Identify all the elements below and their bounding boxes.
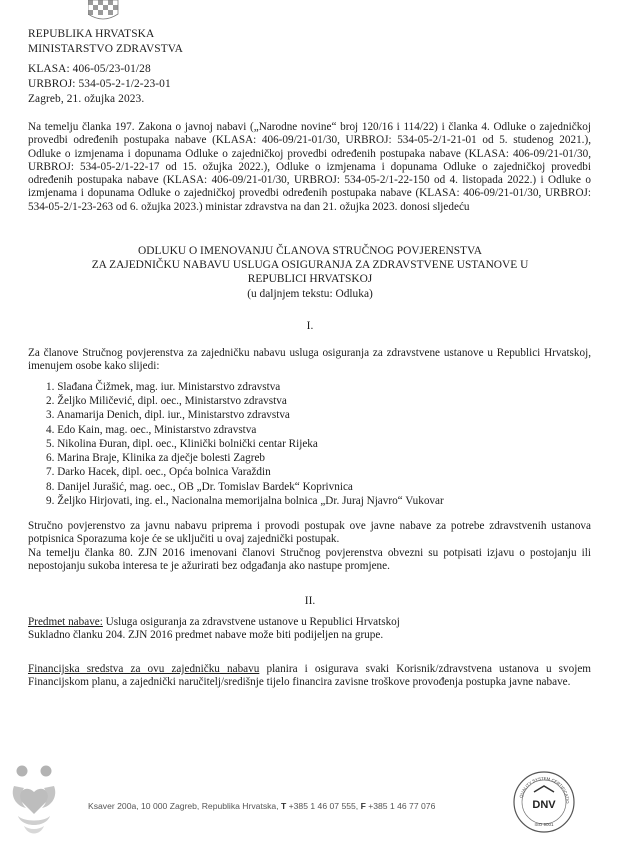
member-item: 6. Marina Braje, Klinika za dječje bolesti Zagreb bbox=[46, 452, 266, 464]
badge-standard: ISO 9001 bbox=[534, 822, 554, 827]
member-item: 9. Željko Hirjovati, ing. el., Nacionalna memorijalna bolnica „Dr. Juraj Njavro“ Vukovar bbox=[46, 495, 444, 507]
subject-paragraph bbox=[28, 616, 591, 643]
section-1-paragraph-1: Stručno povjerenstvo za javnu nabavu priprema i provodi postupak ove javne nabave za potrebe zdravstvenih ustanova potpisnica Sporazuma koje će se uključiti u ovaj zajednički postupak. bbox=[28, 520, 591, 546]
funds-paragraph bbox=[28, 663, 591, 690]
preamble-paragraph: Na temelju članka 197. Zakona o javnoj nabavi („Narodne novine“ broj 120/16 i 114/22) i članka 4. Odluke o zajedničkoj provedbi određenih postupaka nabave (KLASA: 406-09/21-01/30, URBROJ: 534-05-2/1-21-01 od 5. studenog 2021.), Odluke o izmjenama i dopunama Odluke o zajedničkoj provedbi određenih postupaka nabave (KLASA: 406-09/21-01/30, URBROJ: 534-05-2/1-22-17 od 15. ožujka 2022.), Odluke o izmjenama i dopunama Odluke o zajedničkoj provedbi određenih postupaka nabave (KLASA: 406-09/21-01/30, URBROJ: 534-05-2/1-22-150 od 4. listopada 2022.) i Odluke o izmjenama i dopunama Odluke o zajedničkoj provedbi određenih postupaka nabave (KLASA: 406-09/21-01/30, URBROJ: 534-05-2/1-23-263 od 6. ožujka 2023.) ministar zdravstva na dan 21. ožujka 2023. donosi sljedeću bbox=[28, 121, 591, 213]
decision-title-line2: ZA ZAJEDNIČKU NABAVU USLUGA OSIGURANJA ZA ZDRAVSTVENE USTANOVE U bbox=[91, 259, 529, 271]
header-klasa: KLASA: 406-05/23-01/28 bbox=[28, 63, 151, 75]
section-2-heading: II. bbox=[304, 595, 316, 607]
header-date: Zagreb, 21. ožujka 2023. bbox=[28, 93, 145, 105]
subject-groups-note: Sukladno članku 204. ZJN 2016 predmet nabave može biti podijeljen na grupe. bbox=[28, 629, 384, 642]
header-country: REPUBLIKA HRVATSKA bbox=[28, 28, 155, 40]
badge-brand: DNV bbox=[532, 799, 556, 811]
footer-phone-label: T bbox=[281, 801, 287, 811]
coat-of-arms-icon bbox=[88, 0, 120, 22]
section-1-intro: Za članove Stručnog povjerenstva za zajedničku nabavu usluga osiguranja za zdravstvene ustanove u Republici Hrvatskoj, imenujem osobe kako slijedi: bbox=[28, 347, 591, 373]
footer-fax: +385 1 46 77 076 bbox=[365, 801, 436, 811]
member-item: 7. Darko Hacek, dipl. oec., Opća bolnica Varaždin bbox=[46, 466, 271, 478]
decision-title-line3: REPUBLICI HRVATSKOJ bbox=[247, 273, 373, 285]
ministry-logo-icon bbox=[8, 762, 60, 842]
member-item: 1. Slađana Čižmek, mag. iur. Ministarstvo zdravstva bbox=[46, 381, 281, 393]
footer-contact bbox=[88, 801, 435, 811]
member-item: 8. Danijel Jurašić, mag. oec., OB „Dr. Tomislav Bardek“ Koprivnica bbox=[46, 481, 353, 493]
footer-fax-label: F bbox=[360, 801, 366, 811]
footer-phone: +385 1 46 07 555, bbox=[286, 801, 361, 811]
badge-ring-text: QUALITY SYSTEM CERTIFICATIO bbox=[518, 775, 571, 804]
decision-subtitle: (u daljnjem tekstu: Odluka) bbox=[247, 288, 373, 300]
header-urbroj: URBROJ: 534-05-2-1/2-23-01 bbox=[28, 78, 171, 90]
funds-label: Financijska sredstva za ovu zajedničku nabavu bbox=[28, 663, 260, 675]
decision-title-line1: ODLUKU O IMENOVANJU ČLANOVA STRUČNOG POVJERENSTVA bbox=[138, 245, 482, 257]
header-ministry: MINISTARSTVO ZDRAVSTVA bbox=[28, 43, 183, 55]
member-item: 3. Anamarija Denich, dipl. iur., Ministarstvo zdravstva bbox=[46, 409, 290, 421]
member-item: 4. Edo Kain, mag. oec., Ministarstvo zdravstva bbox=[46, 424, 257, 436]
footer-address: Ksaver 200a, 10 000 Zagreb, Republika Hrvatska, bbox=[88, 801, 281, 811]
subject-label: Predmet nabave: bbox=[28, 616, 103, 628]
member-item: 5. Nikolina Đuran, dipl. oec., Klinički bolnički centar Rijeka bbox=[46, 438, 318, 450]
funds-text: planira i osigurava svaki Korisnik/zdravstvena ustanova u svojem Financijskom planu, a zajednički naručitelj/središnje tijelo financira zavisne troškove provođenja postupka javne nabave. bbox=[28, 663, 591, 689]
dnv-certification-badge-icon bbox=[512, 770, 576, 834]
member-item: 2. Željko Miličević, dipl. oec., Ministarstvo zdravstva bbox=[46, 395, 287, 407]
section-1-paragraph-2: Na temelju članka 80. ZJN 2016 imenovani članovi Stručnog povjerenstva obvezni su potpisati izjavu o postojanju ili nepostojanju sukoba interesa te je ažurirati bez odgađanja ako nastupe promjene. bbox=[28, 547, 591, 573]
section-1-heading: I. bbox=[306, 320, 314, 332]
subject-text: Usluga osiguranja za zdravstvene ustanove u Republici Hrvatskoj bbox=[102, 616, 400, 628]
